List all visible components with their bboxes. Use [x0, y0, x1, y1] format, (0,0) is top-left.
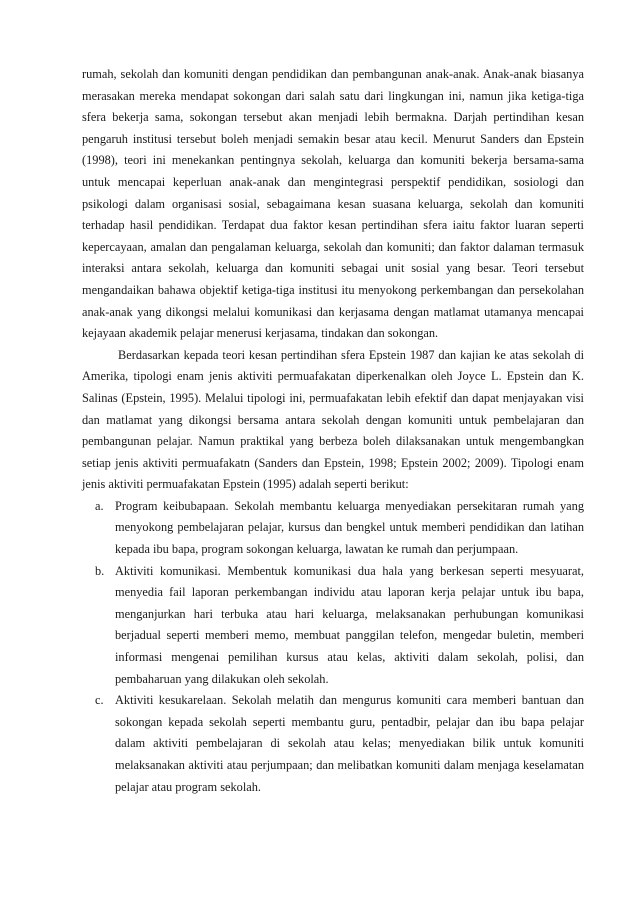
list-item: [82, 496, 584, 561]
typology-list: [82, 496, 584, 798]
list-marker: a.: [95, 498, 104, 513]
list-item-text: Program keibubapaan. Sekolah membantu keluarga menyediakan persekitaran rumah yang menyokong pembelajaran pelajar, kursus dan bengkel untuk memberi pendidikan dan latihan kepada ibu bapa, program sokongan keluarga, lawatan ke rumah dan perjumpaan.: [115, 498, 584, 557]
list-marker: c.: [95, 693, 104, 708]
list-item: [82, 561, 584, 691]
body-paragraph: rumah, sekolah dan komuniti dengan pendidikan dan pembangunan anak-anak. Anak-anak biasanya merasakan mereka mendapat sokongan dari salah satu dari lingkungan ini, namun jika ketiga-tiga sfera bekerja sama, sokongan tersebut akan menjadi lebih bermakna. Darjah pertindihan kesan pengaruh institusi tersebut boleh menjadi semakin besar atau kecil. Menurut Sanders dan Epstein (1998), teori ini menekankan pentingnya sekolah, keluarga dan komuniti bekerja bersama-sama untuk mencapai keperluan anak-anak dan mengintegrasi perspektif pendidikan, sosiologi dan psikologi dalam organisasi sosial, sebagaimana kesan suasana keluarga, sekolah dan komuniti terhadap hasil pendidikan. Terdapat dua faktor kesan pertindihan sfera iaitu faktor luaran seperti kepercayaan, amalan dan pengalaman keluarga, sekolah dan komuniti; dan faktor dalaman termasuk interaksi antara sekolah, keluarga dan komuniti sebagai unit sosial yang besar. Teori tersebut mengandaikan bahawa objektif ketiga-tiga institusi itu menyokong perkembangan dan persekolahan anak-anak yang dikongsi melalui komunikasi dan kerjasama dengan matlamat utamanya mencapai kejayaan akademik pelajar menerusi kerjasama, tindakan dan sokongan.: [82, 67, 584, 341]
list-item: [82, 690, 584, 798]
body-paragraph-indented: Berdasarkan kepada teori kesan pertindihan sfera Epstein 1987 dan kajian ke atas sekolah di Amerika, tipologi enam jenis aktiviti permuafakatan diperkenalkan oleh Joyce L. Epstein dan K. Salinas (Epstein, 1995). Melalui tipologi ini, permuafakatan lebih efektif dan dapat menjayakan visi dan matlamat yang dikongsi bersama antara sekolah dengan komuniti untuk pembelajaran dan pembangunan pelajar. Namun praktikal yang berbeza boleh dilaksanakan untuk mengembangkan setiap jenis aktiviti permuafakatn (Sanders dan Epstein, 1998; Epstein 2002; 2009). Tipologi enam jenis aktiviti permuafakatan Epstein (1995) adalah seperti berikut:: [82, 347, 584, 492]
list-item-text: Aktiviti komunikasi. Membentuk komunikasi dua hala yang berkesan seperti mesyuarat, menyedia fail laporan perkembangan individu atau laporan kerja pelajar untuk ibu bapa, menganjurkan hari terbuka atau hari keluarga, melaksanakan perhubungan komunikasi berjadual seperti memberi memo, membuat panggilan telefon, mengedar buletin, memberi informasi mengenai pemilihan kursus atau kelas, aktiviti dalam sekolah, polisi, dan pembaharuan yang dilakukan oleh sekolah.: [115, 563, 584, 686]
list-marker: b.: [95, 563, 105, 578]
document-page: [82, 64, 584, 798]
list-item-text: Aktiviti kesukarelaan. Sekolah melatih dan mengurus komuniti cara memberi bantuan dan sokongan kepada sekolah seperti membantu guru, pentadbir, pelajar dan ibu bapa pelajar dalam aktiviti pembelajaran di sekolah atau kelas; menyediakan bilik untuk komuniti melaksanakan aktiviti atau perjumpaan; dan melibatkan komuniti dalam menjaga keselamatan pelajar atau program sekolah.: [115, 693, 584, 794]
